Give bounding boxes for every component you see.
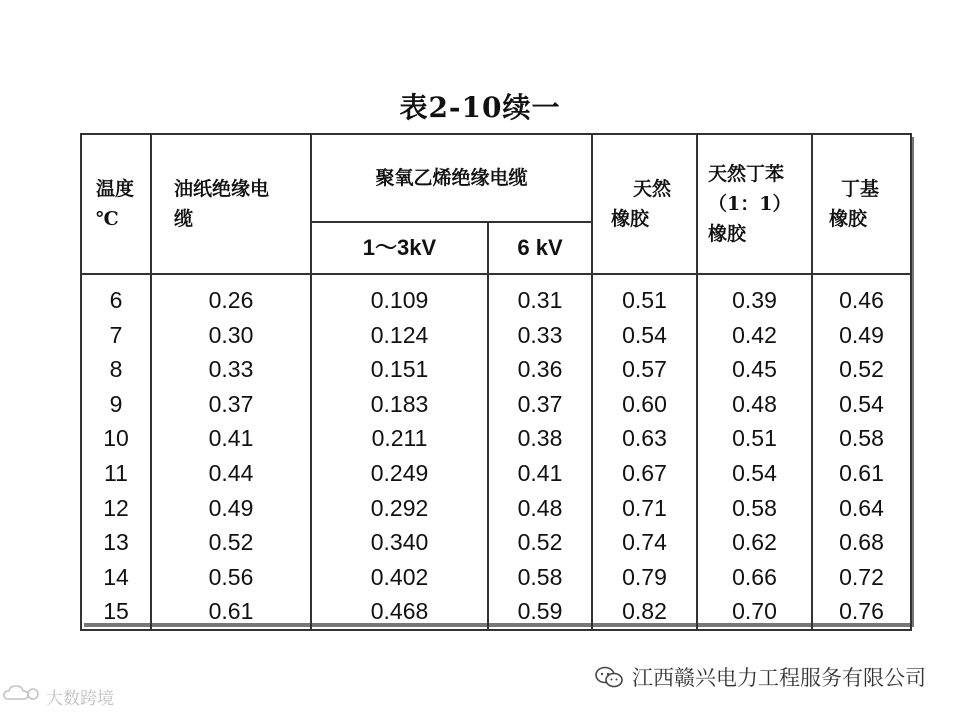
cell-natural-rubber: 0.82: [622, 598, 667, 625]
cloud-logo-icon: [2, 683, 42, 710]
wechat-account-name: 江西赣兴电力工程服务有限公司: [632, 666, 926, 690]
cell-pe-high: 0.37: [517, 390, 563, 417]
cell-natural-rubber: 0.79: [622, 563, 667, 590]
cell-pe-low: 0.402: [370, 563, 429, 590]
cell-pe-high: 0.36: [517, 356, 563, 383]
col-pe-high: [488, 274, 592, 630]
cell-pe-low: 0.124: [370, 321, 429, 348]
cell-butyl: 0.64: [839, 494, 884, 521]
cell-natural-rubber: 0.54: [622, 321, 667, 348]
table-title: 表2-10续一: [399, 91, 561, 124]
header-pe-high: 6 kV: [488, 222, 592, 274]
cell-nbr: 0.70: [732, 598, 777, 625]
header-natural-rubber-line1: 天然: [633, 178, 672, 200]
cell-temp: 13: [103, 529, 129, 556]
col-nbr: [697, 274, 812, 630]
cell-natural-rubber: 0.57: [622, 356, 667, 383]
cell-butyl: 0.76: [839, 598, 884, 625]
wechat-watermark: [594, 662, 926, 692]
data-table: [80, 133, 912, 631]
header-butyl-line2: 橡胶: [829, 208, 868, 230]
header-oil-paper-line2: 缆: [174, 208, 194, 230]
col-natural-rubber: [592, 274, 697, 630]
cell-temp: 10: [103, 425, 129, 452]
col-pe-low: [311, 274, 488, 630]
header-natural-rubber: [592, 134, 697, 274]
wechat-icon: [594, 665, 624, 689]
cell-pe-low: 0.249: [370, 459, 429, 486]
cell-temp: 9: [109, 390, 123, 417]
corner-watermark: [2, 683, 114, 710]
cell-butyl: 0.68: [839, 529, 884, 556]
cell-pe-low: 0.340: [370, 529, 429, 556]
header-nbr-line2: （1：1）: [708, 193, 792, 215]
header-temp-unit: ℃: [96, 208, 119, 230]
cell-nbr: 0.66: [732, 563, 777, 590]
col-butyl: [812, 274, 911, 630]
header-nbr: [697, 134, 812, 274]
header-pe-group: [311, 134, 592, 222]
cell-pe-low: 0.109: [370, 287, 429, 313]
cell-temp: 12: [103, 494, 129, 521]
cell-nbr: 0.42: [732, 321, 777, 348]
cell-temp: 11: [104, 459, 128, 486]
cell-natural-rubber: 0.60: [622, 390, 667, 417]
header-pe-group-label: 聚氧乙烯绝缘电缆: [375, 167, 528, 189]
cell-pe-high: 0.31: [517, 287, 563, 313]
header-pe-low: 1～3kV: [311, 222, 488, 274]
cell-pe-high: 0.41: [517, 459, 563, 486]
cell-natural-rubber: 0.67: [622, 459, 667, 486]
header-temp: [81, 134, 151, 274]
header-butyl: [812, 134, 911, 274]
cell-butyl: 0.58: [839, 425, 884, 452]
cell-pe-high: 0.33: [517, 321, 563, 348]
cell-natural-rubber: 0.63: [622, 425, 667, 452]
header-nbr-line1: 天然丁苯: [708, 163, 785, 185]
cell-nbr: 0.58: [732, 494, 777, 521]
cell-natural-rubber: 0.51: [622, 287, 667, 313]
cell-butyl: 0.52: [839, 356, 884, 383]
cell-butyl: 0.61: [839, 459, 884, 486]
cell-pe-high: 0.58: [517, 563, 563, 590]
cell-temp: 8: [109, 356, 123, 383]
col-temp: [81, 274, 151, 630]
header-temp-line1: 温度: [96, 178, 135, 200]
cell-pe-high: 0.59: [517, 598, 563, 625]
cell-nbr: 0.51: [732, 425, 777, 452]
cell-butyl: 0.46: [839, 287, 884, 313]
cell-oil-paper: 0.33: [208, 356, 254, 383]
header-nbr-line3: 橡胶: [708, 223, 747, 245]
cell-butyl: 0.49: [839, 321, 884, 348]
cell-butyl: 0.54: [839, 390, 884, 417]
cell-pe-low: 0.292: [370, 494, 429, 521]
cell-oil-paper: 0.52: [208, 529, 254, 556]
cell-oil-paper: 0.61: [208, 598, 254, 625]
cell-oil-paper: 0.37: [208, 390, 254, 417]
header-butyl-line1: 丁基: [841, 178, 880, 200]
cell-temp: 14: [103, 563, 129, 590]
header-natural-rubber-line2: 橡胶: [611, 208, 650, 230]
cell-temp: 6: [109, 287, 123, 313]
cell-natural-rubber: 0.71: [622, 494, 667, 521]
cell-pe-low: 0.151: [370, 356, 429, 383]
cell-oil-paper: 0.26: [208, 287, 254, 313]
cell-pe-low: 0.211: [371, 425, 428, 452]
cell-oil-paper: 0.30: [208, 321, 254, 348]
data-table-container: [80, 133, 910, 623]
cell-nbr: 0.39: [732, 287, 777, 313]
corner-watermark-text: 大数跨境: [46, 689, 114, 709]
cell-pe-low: 0.468: [370, 598, 429, 625]
cell-pe-high: 0.38: [517, 425, 563, 452]
header-oil-paper: [151, 134, 311, 274]
cell-nbr: 0.45: [732, 356, 777, 383]
header-oil-paper-line1: 油纸绝缘电: [174, 178, 270, 200]
cell-pe-high: 0.52: [517, 529, 563, 556]
cell-nbr: 0.54: [732, 459, 777, 486]
cell-nbr: 0.48: [732, 390, 777, 417]
cell-oil-paper: 0.41: [208, 425, 254, 452]
cell-oil-paper: 0.56: [208, 563, 254, 590]
cell-oil-paper: 0.44: [208, 459, 254, 486]
cell-nbr: 0.62: [732, 529, 777, 556]
col-oil-paper: [151, 274, 311, 630]
cell-pe-low: 0.183: [370, 390, 429, 417]
cell-natural-rubber: 0.74: [622, 529, 667, 556]
cell-temp: 7: [109, 321, 123, 348]
cell-temp: 15: [103, 598, 129, 625]
cell-oil-paper: 0.49: [208, 494, 254, 521]
cell-butyl: 0.72: [839, 563, 884, 590]
cell-pe-high: 0.48: [517, 494, 563, 521]
